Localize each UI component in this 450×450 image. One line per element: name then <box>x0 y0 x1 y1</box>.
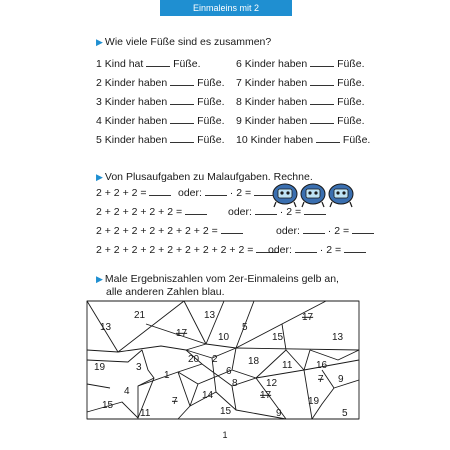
answer-blank[interactable] <box>146 56 170 67</box>
answer-blank[interactable] <box>170 75 194 86</box>
row-subject: Kinder haben <box>244 115 308 127</box>
row-unit: Füße. <box>337 77 365 89</box>
answer-blank[interactable] <box>310 56 334 67</box>
row-unit: Füße. <box>197 77 225 89</box>
page-number: 1 <box>222 430 228 440</box>
mosaic-number: 17 <box>260 390 272 401</box>
sum-answer-blank[interactable] <box>221 223 243 234</box>
row-unit: Füße. <box>342 134 371 146</box>
triangle-bullet-icon: ▶ <box>96 37 103 47</box>
row-subject: Kinder haben <box>104 115 168 127</box>
times-two-label: · 2 = <box>279 206 302 218</box>
row-unit: Füße. <box>173 58 201 70</box>
factor-blank[interactable] <box>295 242 317 253</box>
times-two-label: · 2 = <box>319 244 342 256</box>
feet-question-row <box>236 75 365 89</box>
mosaic-number: 13 <box>100 322 112 333</box>
row-subject: Kinder haben <box>250 134 314 146</box>
feet-question-row <box>236 113 365 127</box>
mosaic-number: 19 <box>308 396 320 407</box>
row-subject: Kinder haben <box>244 58 308 70</box>
mosaic-number: 7 <box>318 374 324 385</box>
times-two-label: · 2 = <box>327 225 350 237</box>
mosaic-number: 15 <box>220 406 232 417</box>
addition-expression: 2 + 2 + 2 + 2 + 2 + 2 + 2 + 2 + 2 = <box>96 244 254 256</box>
factor-blank[interactable] <box>303 223 325 234</box>
mosaic-number: 3 <box>136 362 142 373</box>
child-count: 6 <box>236 58 242 70</box>
triangle-bullet-icon: ▶ <box>96 274 103 284</box>
row-unit: Füße. <box>337 96 365 108</box>
feet-question-row <box>96 56 201 70</box>
child-count: 5 <box>96 134 102 146</box>
answer-blank[interactable] <box>310 75 334 86</box>
mosaic-number: 10 <box>218 332 230 343</box>
mosaic-number: 9 <box>338 374 344 385</box>
mosaic-number: 15 <box>102 400 114 411</box>
color-by-number-mosaic <box>86 300 366 422</box>
row-unit: Füße. <box>337 58 365 70</box>
answer-blank[interactable] <box>316 132 340 143</box>
mosaic-number: 7 <box>172 396 178 407</box>
feet-question-row <box>96 113 225 127</box>
oder-label: oder: <box>276 225 300 237</box>
row-unit: Füße. <box>197 96 225 108</box>
mosaic-number: 20 <box>188 354 200 365</box>
mosaic-number: 2 <box>212 354 218 365</box>
mosaic-number: 19 <box>94 362 106 373</box>
child-count: 2 <box>96 77 102 89</box>
answer-blank[interactable] <box>170 132 194 143</box>
mosaic-number: 18 <box>248 356 260 367</box>
feet-question-row <box>96 94 225 108</box>
addition-row <box>96 242 278 256</box>
row-unit: Füße. <box>197 115 225 127</box>
robot-illustration-icon <box>298 180 328 208</box>
feet-question-row <box>236 94 365 108</box>
feet-question-row <box>96 132 225 146</box>
child-count: 8 <box>236 96 242 108</box>
oder-label: oder: <box>178 187 202 199</box>
task1-instruction: ▶ Wie viele Füße sind es zusammen? <box>96 36 272 48</box>
addition-expression: 2 + 2 + 2 + 2 + 2 + 2 + 2 = <box>96 225 218 237</box>
child-count: 9 <box>236 115 242 127</box>
mosaic-number: 8 <box>232 378 238 389</box>
mosaic-number: 13 <box>204 310 216 321</box>
product-answer-blank[interactable] <box>352 223 374 234</box>
task3-instruction: ▶ Male Ergebniszahlen vom 2er-Einmaleins gelb an, alle anderen Zahlen blau. <box>96 273 339 298</box>
row-subject: Kinder haben <box>244 96 308 108</box>
mosaic-number: 1 <box>164 370 170 381</box>
child-count: 1 <box>96 58 102 70</box>
times-two-label: · 2 = <box>229 187 252 199</box>
feet-question-row <box>96 75 225 89</box>
feet-question-row <box>236 132 370 146</box>
addition-row <box>96 204 207 218</box>
mosaic-number: 9 <box>276 408 282 419</box>
row-subject: Kinder haben <box>104 134 168 146</box>
product-answer-blank[interactable] <box>344 242 366 253</box>
mosaic-number: 5 <box>342 408 348 419</box>
mosaic-number: 14 <box>202 390 214 401</box>
row-subject: Kind hat <box>104 58 144 70</box>
child-count: 4 <box>96 115 102 127</box>
mosaic-number: 11 <box>140 408 151 419</box>
mosaic-number: 17 <box>176 328 188 339</box>
sum-answer-blank[interactable] <box>149 185 171 196</box>
mosaic-number: 21 <box>134 310 146 321</box>
oder-label: oder: <box>268 244 292 256</box>
row-subject: Kinder haben <box>104 77 168 89</box>
chapter-header: Einmaleins mit 2 <box>160 0 292 16</box>
triangle-bullet-icon: ▶ <box>96 172 103 182</box>
mosaic-number: 17 <box>302 312 314 323</box>
mosaic-number: 12 <box>266 378 278 389</box>
mosaic-number: 15 <box>272 332 284 343</box>
answer-blank[interactable] <box>170 113 194 124</box>
answer-blank[interactable] <box>310 94 334 105</box>
row-unit: Füße. <box>197 134 225 146</box>
oder-label: oder: <box>228 206 252 218</box>
sum-answer-blank[interactable] <box>185 204 207 215</box>
answer-blank[interactable] <box>310 113 334 124</box>
robot-illustration-icon <box>326 180 356 208</box>
feet-question-row <box>236 56 365 70</box>
mosaic-number: 11 <box>282 360 293 371</box>
factor-blank[interactable] <box>205 185 227 196</box>
mosaic-number: 5 <box>242 322 248 333</box>
child-count: 10 <box>236 134 248 146</box>
row-subject: Kinder haben <box>244 77 308 89</box>
addition-row <box>96 185 171 199</box>
addition-expression: 2 + 2 + 2 = <box>96 187 147 199</box>
addition-expression: 2 + 2 + 2 + 2 + 2 = <box>96 206 183 218</box>
robot-illustration-icon <box>270 180 300 208</box>
answer-blank[interactable] <box>170 94 194 105</box>
multiplication-row <box>276 223 374 237</box>
row-subject: Kinder haben <box>104 96 168 108</box>
mosaic-number: 6 <box>226 366 232 377</box>
mosaic-number: 16 <box>316 360 328 371</box>
child-count: 7 <box>236 77 242 89</box>
addition-row <box>96 223 243 237</box>
child-count: 3 <box>96 96 102 108</box>
row-unit: Füße. <box>337 115 365 127</box>
mosaic-number: 13 <box>332 332 344 343</box>
mosaic-number: 4 <box>124 386 130 397</box>
task2-instruction: ▶ Von Plusaufgaben zu Malaufgaben. Rechne. <box>96 171 313 183</box>
multiplication-row <box>268 242 366 256</box>
multiplication-row <box>178 185 276 199</box>
